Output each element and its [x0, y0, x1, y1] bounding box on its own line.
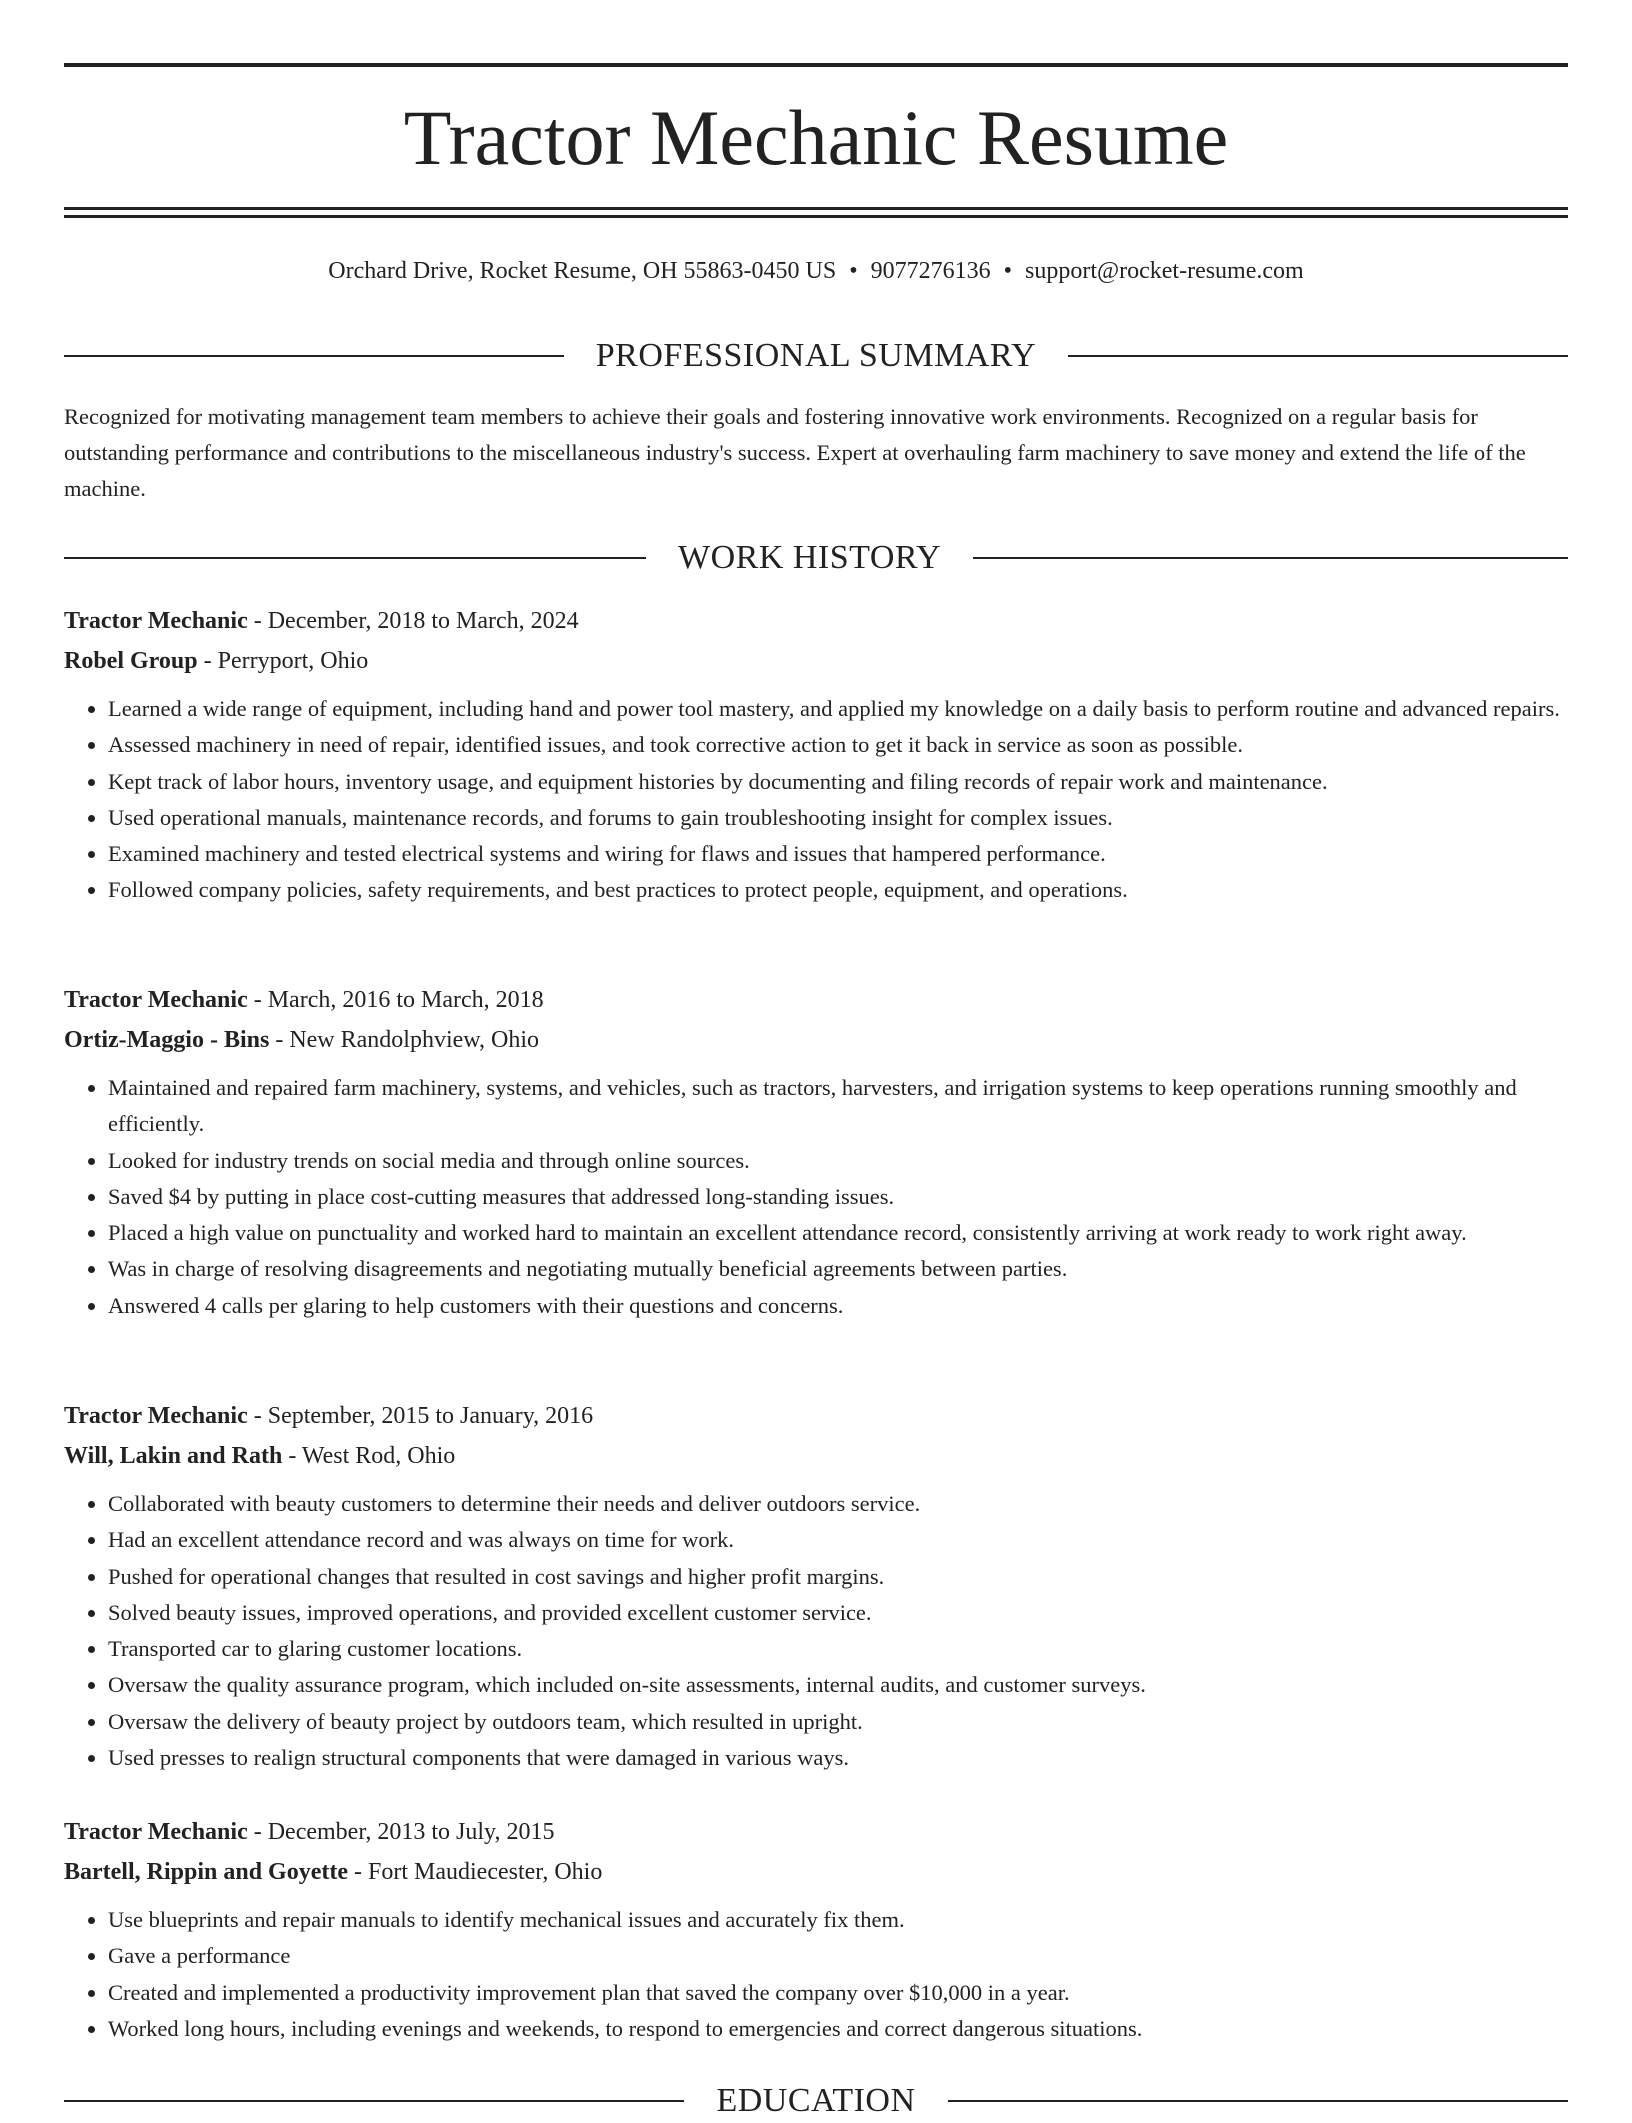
job-bullet-list: [64, 691, 1568, 909]
job-location: Fort Maudiecester, Ohio: [368, 1859, 603, 1885]
job-location: New Randolphview, Ohio: [289, 1027, 540, 1053]
contact-address: Orchard Drive, Rocket Resume, OH 55863-0450 US: [328, 258, 837, 284]
job-title: Tractor Mechanic: [64, 1403, 248, 1429]
job-bullet-list: [64, 1902, 1568, 2047]
separator-dash: -: [282, 1443, 302, 1469]
job-location: Perryport, Ohio: [217, 648, 369, 674]
contact-separator: •: [1003, 258, 1013, 284]
job-dates: December, 2013 to July, 2015: [267, 1819, 555, 1845]
job-bullet: • Saved $4 by putting in place cost-cutting measures that addressed long-standing issues.: [108, 1179, 1568, 1215]
job-bullet: • Followed company policies, safety requirements, and best practices to protect people, equipment, and operations.: [108, 872, 1568, 908]
job-bullet: • Answered 4 calls per glaring to help customers with their questions and concerns.: [108, 1288, 1568, 1324]
heading-rule-right: [973, 557, 1568, 559]
job-bullet: • Kept track of labor hours, inventory usage, and equipment histories by documenting and filing records of repair work and maintenance.: [108, 764, 1568, 800]
heading-rule-left: [64, 355, 564, 357]
job-bullet-list: [64, 1486, 1568, 1776]
job-bullet: • Transported car to glaring customer locations.: [108, 1631, 1568, 1667]
job-company-line: [64, 1852, 1568, 1892]
job-dates: December, 2018 to March, 2024: [267, 608, 579, 634]
job-title: Tractor Mechanic: [64, 987, 248, 1013]
job-company: Robel Group: [64, 648, 198, 674]
job-bullet: • Created and implemented a productivity improvement plan that saved the company over $10,000 in a year.: [108, 1975, 1568, 2011]
summary-heading-label: PROFESSIONAL SUMMARY: [595, 337, 1037, 374]
job-bullet-list: [64, 1070, 1568, 1324]
heading-rule-left: [64, 557, 646, 559]
title-double-rule-upper: [64, 207, 1568, 210]
job-location: West Rod, Ohio: [301, 1443, 456, 1469]
job-title-line: [64, 980, 1568, 1020]
job-bullet: • Use blueprints and repair manuals to identify mechanical issues and accurately fix them.: [108, 1902, 1568, 1938]
job-bullet: • Examined machinery and tested electrical systems and wiring for flaws and issues that hampered performance.: [108, 836, 1568, 872]
separator-dash: -: [197, 648, 218, 674]
job-bullet: • Solved beauty issues, improved operations, and provided excellent customer service.: [108, 1595, 1568, 1631]
job-bullet: • Oversaw the delivery of beauty project by outdoors team, which resulted in upright.: [108, 1704, 1568, 1740]
work-history-heading: [64, 536, 1568, 580]
job-bullet: • Had an excellent attendance record and was always on time for work.: [108, 1522, 1568, 1558]
job-bullet: • Collaborated with beauty customers to determine their needs and deliver outdoors service.: [108, 1486, 1568, 1522]
separator-dash: -: [247, 987, 268, 1013]
summary-heading: [64, 334, 1568, 378]
job-title: Tractor Mechanic: [64, 608, 248, 634]
job-bullet: • Used presses to realign structural components that were damaged in various ways.: [108, 1740, 1568, 1776]
job-company: Will, Lakin and Rath: [64, 1443, 283, 1469]
heading-rule-left: [64, 2100, 684, 2102]
job-company: Bartell, Rippin and Goyette: [64, 1859, 349, 1885]
job-entry: [64, 601, 1568, 909]
job-bullet: • Learned a wide range of equipment, including hand and power tool mastery, and applied my knowledge on a daily basis to perform routine and advanced repairs.: [108, 691, 1568, 727]
separator-dash: -: [247, 1403, 268, 1429]
job-title-line: [64, 1396, 1568, 1436]
job-entry: [64, 1812, 1568, 2047]
job-title-line: [64, 1812, 1568, 1852]
job-company: Ortiz-Maggio - Bins: [64, 1027, 270, 1053]
job-bullet: • Was in charge of resolving disagreements and negotiating mutually beneficial agreements between parties.: [108, 1251, 1568, 1287]
job-bullet: • Pushed for operational changes that resulted in cost savings and higher profit margins.: [108, 1559, 1568, 1595]
job-company-line: [64, 641, 1568, 681]
job-bullet: • Assessed machinery in need of repair, identified issues, and took corrective action to get it back in service as soon as possible.: [108, 727, 1568, 763]
separator-dash: -: [247, 608, 268, 634]
education-heading-label: EDUCATION: [716, 2082, 916, 2119]
job-bullet: • Worked long hours, including evenings and weekends, to respond to emergencies and correct dangerous situations.: [108, 2011, 1568, 2047]
work-history-heading-label: WORK HISTORY: [678, 539, 942, 576]
education-heading: [64, 2079, 1568, 2123]
heading-rule-right: [948, 2100, 1568, 2102]
separator-dash: -: [348, 1859, 369, 1885]
job-bullet: • Placed a high value on punctuality and worked hard to maintain an excellent attendance record, consistently arriving at work ready to work right away.: [108, 1215, 1568, 1251]
contact-separator: •: [849, 258, 858, 284]
job-company-line: [64, 1020, 1568, 1060]
job-bullet: • Looked for industry trends on social media and through online sources.: [108, 1143, 1568, 1179]
job-title: Tractor Mechanic: [64, 1819, 248, 1845]
job-title-line: [64, 601, 1568, 641]
job-entry: [64, 1396, 1568, 1776]
title-double-rule-lower: [64, 215, 1568, 218]
job-bullet: • Used operational manuals, maintenance records, and forums to gain troubleshooting insight for complex issues.: [108, 800, 1568, 836]
contact-line: [64, 254, 1568, 288]
job-entry: [64, 980, 1568, 1324]
top-rule: [64, 63, 1568, 67]
job-dates: March, 2016 to March, 2018: [267, 987, 544, 1013]
heading-rule-right: [1068, 355, 1568, 357]
job-bullet: • Gave a performance: [108, 1938, 1568, 1974]
job-bullet: • Maintained and repaired farm machinery, systems, and vehicles, such as tractors, harvesters, and irrigation systems to keep operations running smoothly and efficiently.: [108, 1070, 1568, 1143]
summary-text: Recognized for motivating management team members to achieve their goals and fostering innovative work environments. Recognized on a regular basis for outstanding performance and contributions to the miscellaneous industry's success. Expert at overhauling farm machinery to save money and extend the life of the machine.: [64, 404, 1526, 501]
separator-dash: -: [269, 1027, 290, 1053]
separator-dash: -: [247, 1819, 268, 1845]
contact-email: support@rocket-resume.com: [1025, 258, 1304, 284]
job-company-line: [64, 1436, 1568, 1476]
job-dates: September, 2015 to January, 2016: [267, 1403, 594, 1429]
job-bullet: • Oversaw the quality assurance program, which included on-site assessments, internal audits, and customer surveys.: [108, 1667, 1568, 1703]
page-title: Tractor Mechanic Resume: [403, 94, 1229, 181]
contact-phone: 9077276136: [870, 258, 991, 284]
